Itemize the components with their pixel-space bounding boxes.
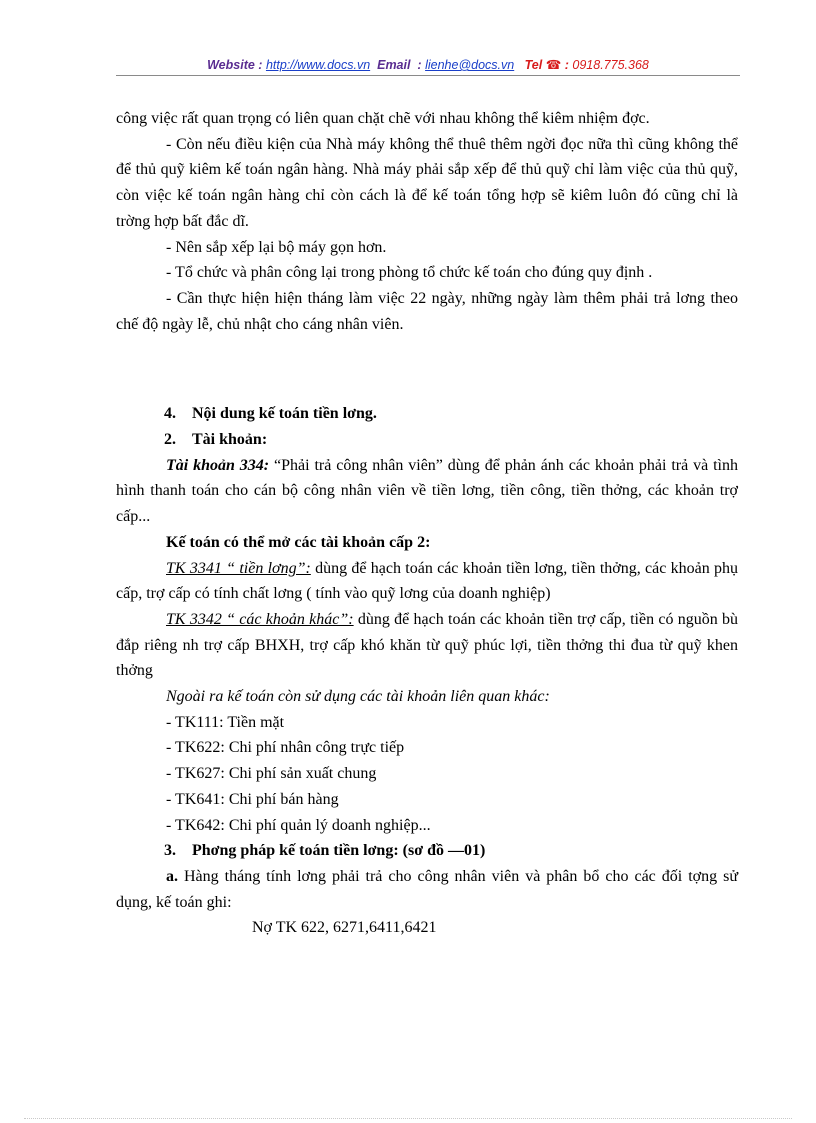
tk3341-label: TK 3341 “ tiền lơng”: <box>166 559 311 577</box>
phone-number: 0918.775.368 <box>572 58 649 72</box>
spacer <box>116 337 738 401</box>
account-item: - TK627: Chi phí sản xuất chung <box>166 765 377 783</box>
header-divider <box>116 75 740 76</box>
tk334-paragraph <box>116 453 738 530</box>
heading-2-number: 2. <box>164 431 176 449</box>
step-a-label: a. <box>166 867 178 885</box>
paragraph-4: - Tổ chức và phân công lại trong phòng tổ chức kế toán cho đúng quy định . <box>166 264 653 282</box>
step-a-paragraph <box>116 864 738 915</box>
website-label: Website : <box>207 58 263 72</box>
cap2-heading: Kế toán có thể mở các tài khoản cấp 2: <box>166 533 431 551</box>
email-separator: : <box>417 58 422 72</box>
step-a-text: Hàng tháng tính lơng phải trả cho công nhân viên và phân bổ cho các đối tợng sử dụng, kế toán ghi: <box>116 867 738 911</box>
tk3342-text: dùng để hạch toán các khoản tiền trợ cấp, tiền có nguồn bù đắp riêng nh trợ cấp BHXH, trợ cấp khó khăn từ quỹ phúc lợi, tiền thởng thi đua từ quỹ khen thởng <box>116 610 739 680</box>
heading-3 <box>116 838 738 864</box>
heading-4-number: 4. <box>164 405 176 423</box>
document-body <box>116 106 738 941</box>
page-bottom-border <box>24 1118 792 1119</box>
tk334-text: “Phải trả công nhân viên” dùng để phản ánh các khoản phải trả và tình hình thanh toán cho cán bộ công nhân viên về tiền lơng, tiền công, tiền thởng, các khoản trợ cấp... <box>116 456 738 526</box>
tk3342-label: TK 3342 “ các khoản khác”: <box>166 610 354 628</box>
website-link[interactable]: http://www.docs.vn <box>265 58 371 72</box>
other-accounts-intro: Ngoài ra kế toán còn sử dụng các tài khoản liên quan khác: <box>166 688 550 706</box>
heading-4-text: Nội dung kế toán tiền lơng. <box>192 405 377 423</box>
heading-2 <box>116 427 738 453</box>
heading-3-text: Phơng pháp kế toán tiền lơng: (sơ đồ —01) <box>192 842 486 860</box>
tk334-label: Tài khoản 334: <box>166 456 270 474</box>
account-item: - TK641: Chi phí bán hàng <box>166 790 339 808</box>
heading-2-text: Tài khoản: <box>192 431 268 449</box>
tk3342-paragraph <box>116 607 738 684</box>
paragraph-2: - Còn nếu điều kiện của Nhà máy không thể thuê thêm ngời đọc nữa thì cũng không thể để thủ quỹ kiêm kế toán ngân hàng. Nhà máy phải sắp xếp để thủ quỹ chỉ làm việc của thủ quỹ, còn việc kế toán ngân hàng chỉ còn cách là để kế toán tổng hợp sẽ kiêm luôn đó cũng chỉ là trờng hợp bất đắc dĩ. <box>116 135 738 230</box>
account-item: - TK111: Tiền mặt <box>166 713 285 731</box>
paragraph-5: - Cần thực hiện hiện tháng làm việc 22 ngày, những ngày làm thêm phải trả lơng theo chế độ ngày lễ, chủ nhật cho cáng nhân viên. <box>116 289 738 333</box>
heading-3-number: 3. <box>164 842 176 860</box>
journal-entry: Nợ TK 622, 6271,6411,6421 <box>252 919 437 937</box>
account-item: - TK642: Chi phí quản lý doanh nghiệp... <box>166 816 431 834</box>
tk3341-text: dùng để hạch toán các khoản tiền lơng, tiền thởng, các khoản phụ cấp, trợ cấp có tính chất lơng ( tính vào quỹ lơng của doanh nghiệp) <box>116 559 739 603</box>
tel-label: Tel ☎ : <box>524 58 569 72</box>
email-link[interactable]: lienhe@docs.vn <box>425 58 515 72</box>
paragraph-1: công việc rất quan trọng có liên quan chặt chẽ với nhau không thể kiêm nhiệm đợc. <box>116 110 650 127</box>
tk3341-paragraph <box>116 556 738 607</box>
email-label: Email <box>377 58 411 72</box>
paragraph-3: - Nên sắp xếp lại bộ máy gọn hơn. <box>166 238 387 256</box>
page-header <box>116 57 740 72</box>
heading-4 <box>116 401 738 427</box>
account-item: - TK622: Chi phí nhân công trực tiếp <box>166 739 405 757</box>
